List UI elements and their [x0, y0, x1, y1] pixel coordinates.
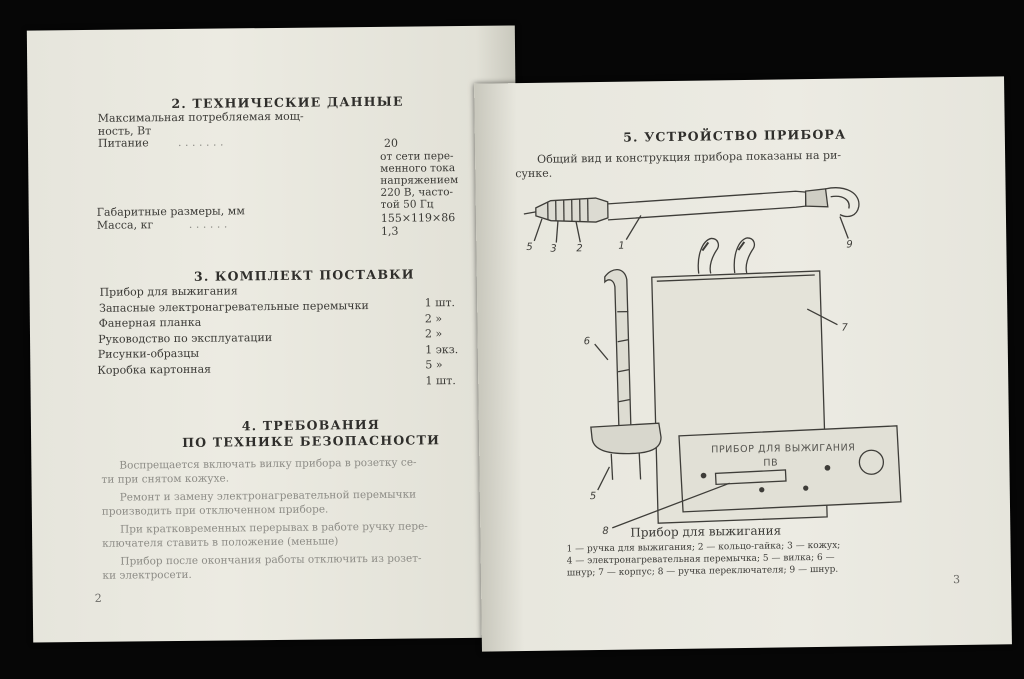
safety-heading-2: ПО ТЕХНИКЕ БЕЗОПАСНОСТИ — [182, 432, 441, 450]
kit-item-qty: 2 » — [424, 327, 443, 341]
safety-line: ти при снятом кожухе. — [101, 472, 230, 486]
callout-5a: 5 — [526, 241, 533, 254]
panel-label-2: ПВ — [763, 457, 779, 469]
caption-line-2: 4 — электронагревательная перемычка; 5 — вилка; 6 — — [566, 552, 835, 567]
safety-heading-1: 4. ТРЕБОВАНИЯ — [241, 416, 381, 434]
safety-line: ключателя ставить в положение (меньше) — [102, 535, 339, 550]
callout-7: 7 — [841, 322, 848, 334]
safety-line: ки электросети. — [102, 568, 192, 582]
kit-item-name: Коробка картонная — [97, 362, 212, 377]
page-number-left: 2 — [94, 591, 102, 605]
figure-caption-title: Прибор для выжигания — [630, 523, 782, 540]
intro-line-2: сунке. — [515, 166, 553, 181]
mass-value: 1,3 — [380, 224, 399, 238]
power-label-line2: ность, Вт — [97, 124, 152, 138]
safety-line: Прибор после окончания работы отключить из розет- — [120, 552, 422, 568]
kit-heading: 3. КОМПЛЕКТ ПОСТАВКИ — [193, 266, 415, 284]
safety-line: производить при отключенном приборе. — [101, 503, 329, 518]
burning-pen-drawing — [524, 187, 860, 223]
callout-2: 2 — [576, 243, 583, 255]
callout-1: 1 — [618, 240, 625, 252]
mass-label: Масса, кг — [96, 218, 154, 232]
kit-item-name: Рисунки-образцы — [97, 346, 200, 361]
kit-item-name: Запасные электронагревательные перемычки — [99, 298, 369, 315]
callout-9: 9 — [846, 239, 853, 251]
right-page — [474, 76, 1012, 651]
kit-item-name: Фанерная планка — [98, 315, 202, 330]
kit-item-qty: 2 » — [424, 311, 443, 325]
kit-item-name: Руководство по эксплуатации — [98, 330, 273, 346]
panel-label-1: ПРИБОР ДЛЯ ВЫЖИГАНИЯ — [711, 442, 856, 456]
callout-5b: 5 — [589, 491, 597, 503]
callout-8: 8 — [602, 525, 609, 537]
page-number-right: 3 — [952, 572, 961, 587]
kit-item-name: Прибор для выжигания — [99, 284, 238, 299]
supply-value-2: менного тока — [380, 162, 456, 175]
power-label-line1: Максимальная потребляемая мощ- — [97, 109, 304, 125]
safety-line: При кратковременных перерывах в работе ручку пере- — [119, 520, 428, 536]
left-page — [27, 25, 521, 642]
callout-6: 6 — [583, 336, 591, 348]
safety-line: Воспрещается включать вилку прибора в розетку се- — [119, 456, 417, 472]
supply-value-1: от сети пере- — [380, 150, 454, 163]
tech-heading: 2. ТЕХНИЧЕСКИЕ ДАННЫЕ — [171, 93, 404, 112]
supply-value-4: 220 В, часто- — [380, 186, 454, 199]
caption-line-1: 1 — ручка для выжигания; 2 — кольцо-гайка; 3 — кожух; — [566, 540, 841, 555]
supply-value-3: напряжением — [380, 174, 459, 187]
front-panel-drawing — [679, 426, 901, 512]
intro-line-1: Общий вид и конструкция прибора показаны на ри- — [537, 148, 842, 166]
kit-item-qty: 1 шт. — [424, 296, 456, 310]
caption-line-3: шнур; 7 — корпус; 8 — ручка переключателя; 9 — шнур. — [566, 564, 839, 579]
supply-label: Питание — [97, 136, 149, 150]
dims-value: 155×119×86 — [380, 211, 456, 225]
device-heading: 5. УСТРОЙСТВО ПРИБОРА — [623, 126, 847, 145]
power-value: 20 — [383, 136, 399, 150]
safety-line: Ремонт и замену электронагревательной перемычки — [119, 488, 417, 504]
kit-item-qty: 1 экз. — [425, 342, 459, 356]
mass-dots: . . . . . . — [188, 217, 228, 231]
kit-item-qty: 1 шт. — [425, 373, 456, 387]
heating-bridge-drawing — [698, 238, 755, 274]
supply-value-5: той 50 Гц — [380, 198, 434, 211]
callout-3: 3 — [550, 243, 557, 255]
kit-item-qty: 5 » — [425, 358, 443, 372]
supply-dots: . . . . . . . — [177, 135, 224, 149]
dims-label: Габаритные размеры, мм — [96, 204, 245, 219]
cord-plug-drawing — [589, 269, 662, 480]
